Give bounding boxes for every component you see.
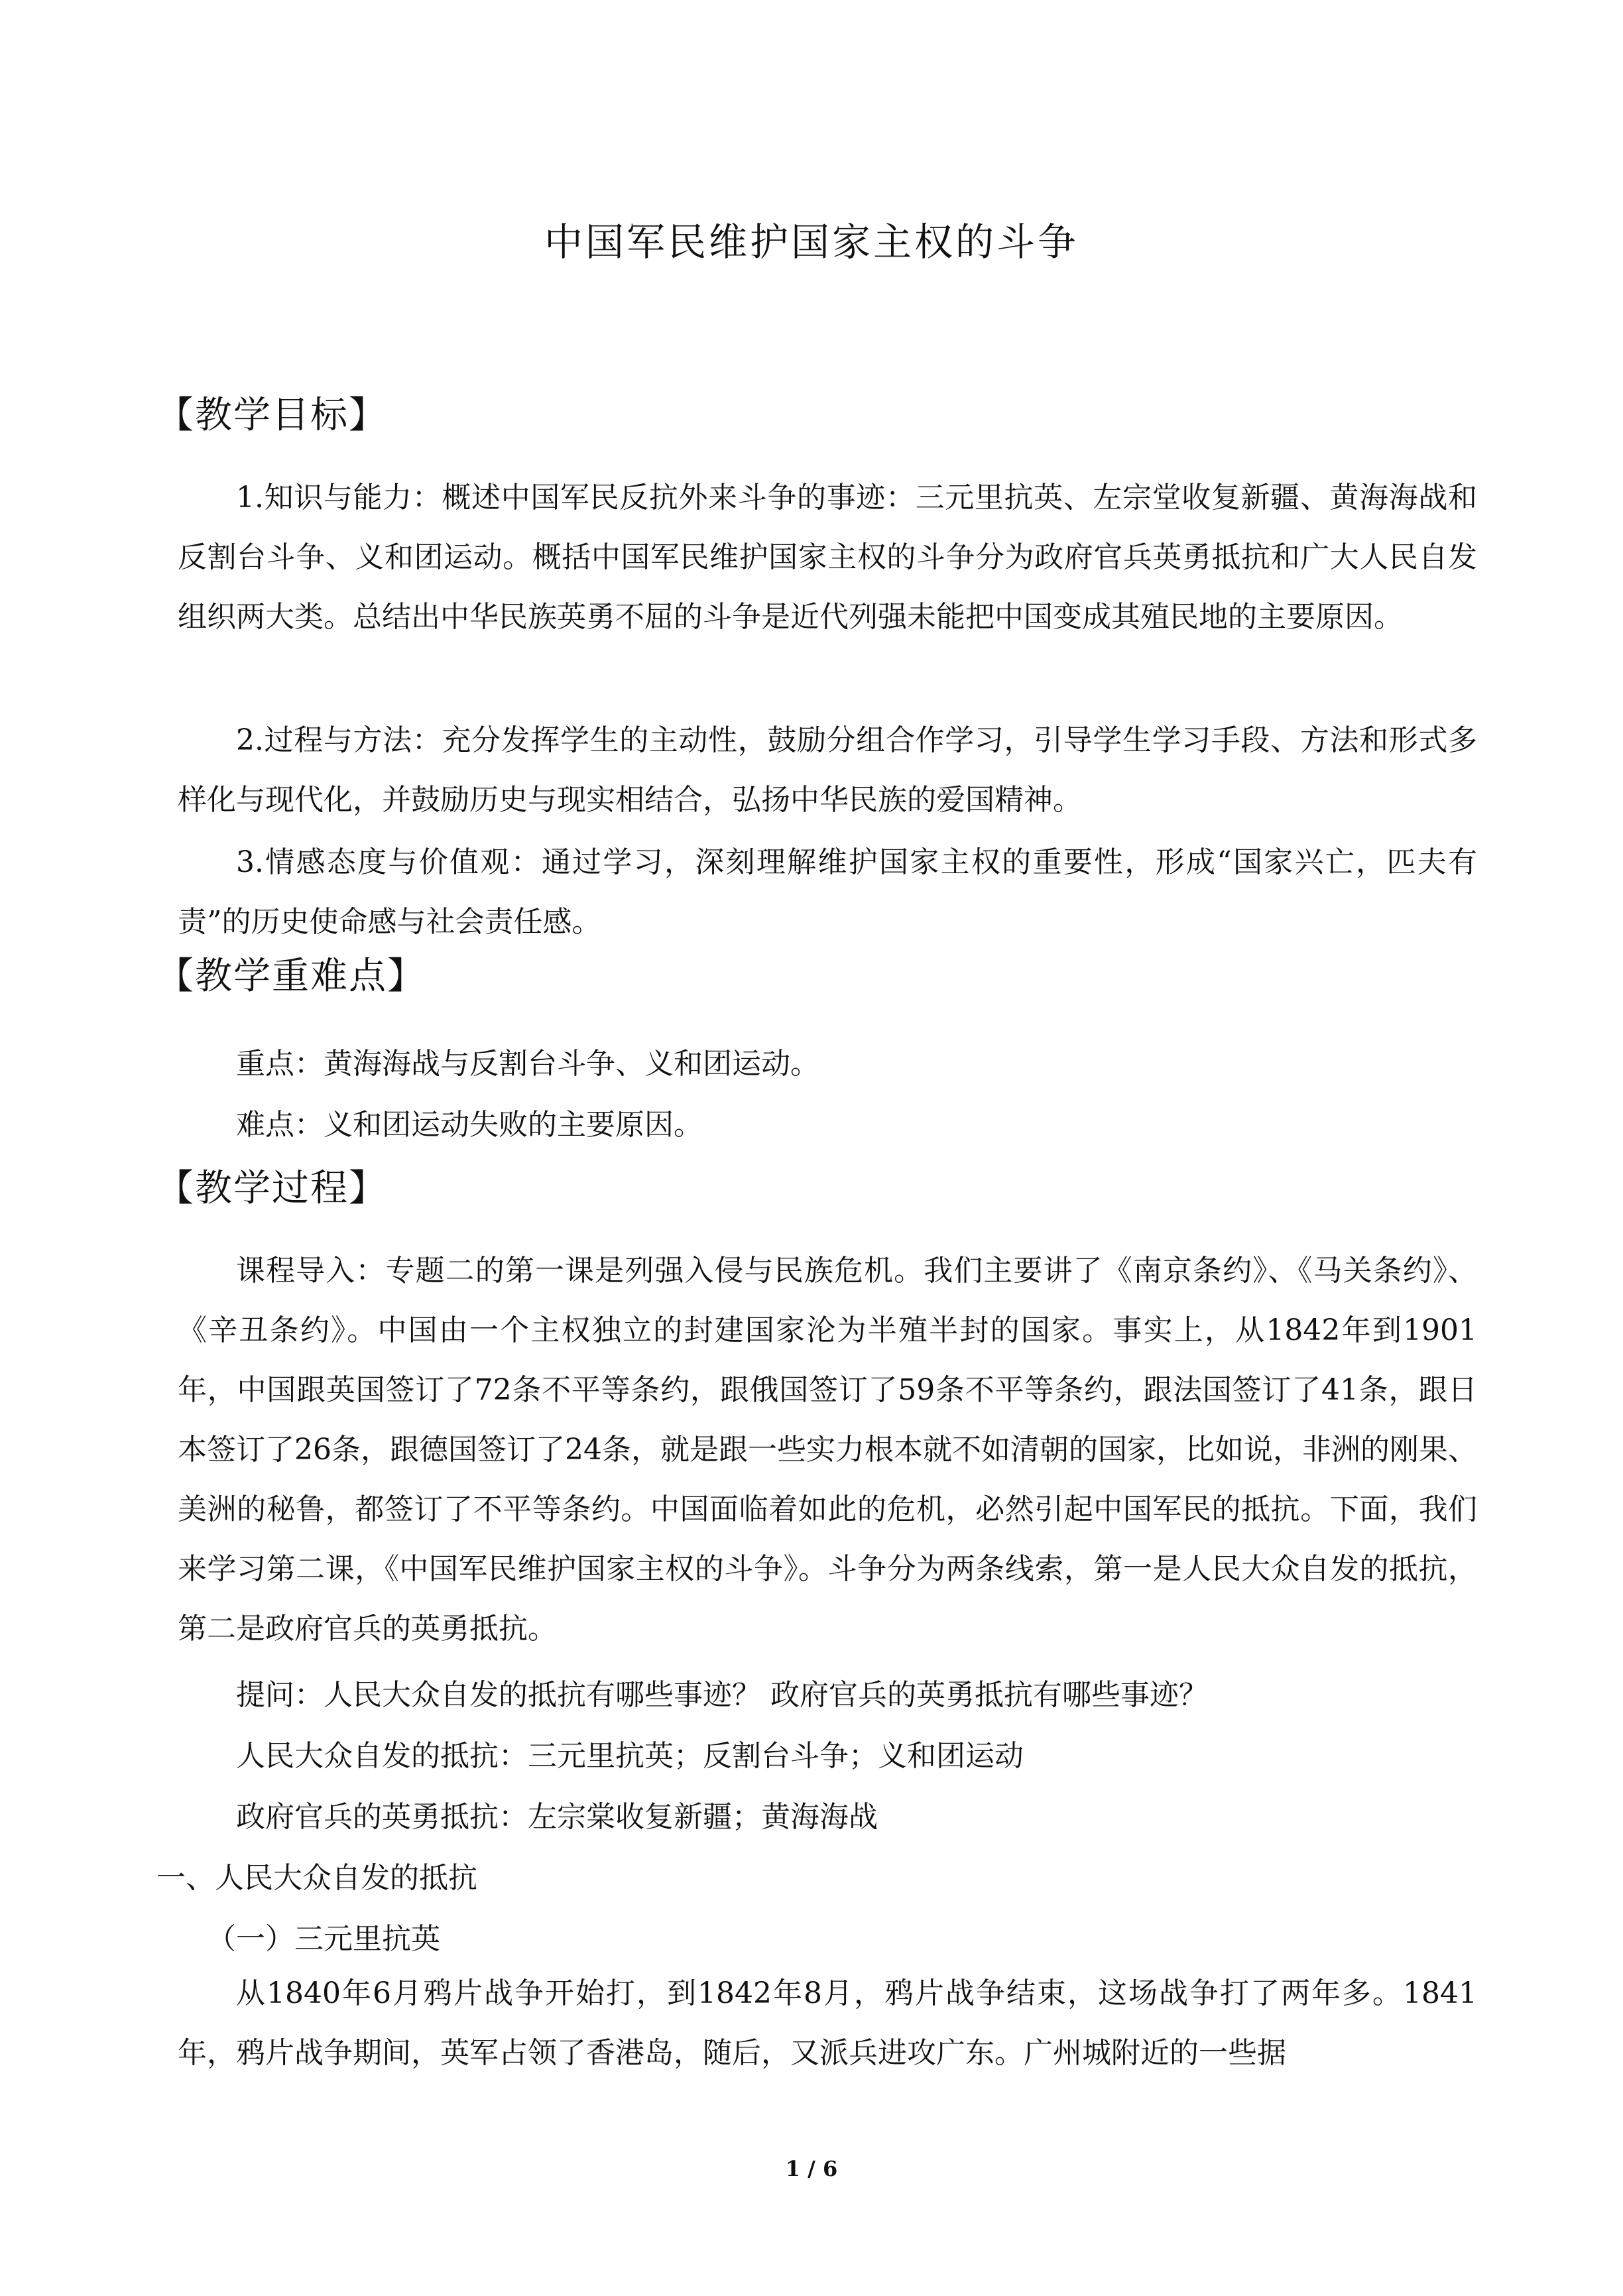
objective-emotion: 3.情感态度与价值观：通过学习，深刻理解维护国家主权的重要性，形成“国家兴亡，匹夫有责”的历史使命感与社会责任感。 [178, 845, 1477, 939]
heading-objectives: 【教学目标】 [156, 394, 387, 437]
document-title: 中国军民维护国家主权的斗争 [544, 219, 1079, 265]
answer-government: 政府官兵的英勇抵抗：左宗棠收复新疆；黄海海战 [236, 1800, 878, 1834]
heading-key-points: 【教学重难点】 [156, 955, 426, 998]
answer-people: 人民大众自发的抵抗：三元里抗英；反割台斗争；义和团运动 [236, 1739, 1024, 1773]
key-point-focus: 重点：黄海海战与反割台斗争、义和团运动。 [236, 1047, 819, 1081]
page-number: 1 / 6 [785, 2156, 838, 2181]
process-intro: 课程导入：专题二的第一课是列强入侵与民族危机。我们主要讲了《南京条约》、《马关条约》、《辛丑条约》。中国由一个主权独立的封建国家沦为半殖半封的国家。事实上，从1842年到1901年，中国跟英国签订了72条不平等条约，跟俄国签订了59条不平等条约，跟法国签订了41条，跟日本签订了26条，跟德国签订了24条，就是跟一些实力根本就不如清朝的国家，比如说，非洲的刚果、美洲的秘鲁，都签订了不平等条约。中国面临着如此的危机，必然引起中国军民的抵抗。下面，我们来学习第二课，《中国军民维护国家主权的斗争》。斗争分为两条线索，第一是人民大众自发的抵抗，第二是政府官兵的英勇抵抗。 [178, 1254, 1477, 1646]
section-one-heading: 一、人民大众自发的抵抗 [156, 1861, 477, 1895]
key-point-difficulty: 难点：义和团运动失败的主要原因。 [236, 1108, 703, 1142]
objective-knowledge: 1.知识与能力：概述中国军民反抗外来斗争的事迹：三元里抗英、左宗堂收复新疆、黄海海战和反割台斗争、义和团运动。概括中国军民维护国家主权的斗争分为政府官兵英勇抵抗和广大人民自发组织两大类。总结出中华民族英勇不屈的斗争是近代列强未能把中国变成其殖民地的主要原因。 [178, 481, 1477, 634]
subsection-one-heading: （一）三元里抗英 [207, 1922, 440, 1956]
objective-process: 2.过程与方法：充分发挥学生的主动性，鼓励分组合作学习，引导学生学习手段、方法和形式多样化与现代化，并鼓励历史与现实相结合，弘扬中华民族的爱国精神。 [178, 723, 1477, 817]
sanyuanli-paragraph: 从1840年6月鸦片战争开始打，到1842年8月，鸦片战争结束，这场战争打了两年多。1841 年，鸦片战争期间，英军占领了香港岛，随后，又派兵进攻广东。广州城附近的一些据 [178, 1976, 1477, 2070]
process-question: 提问：人民大众自发的抵抗有哪些事迹？ 政府官兵的英勇抵抗有哪些事迹？ [236, 1678, 1208, 1712]
heading-process: 【教学过程】 [156, 1167, 387, 1210]
